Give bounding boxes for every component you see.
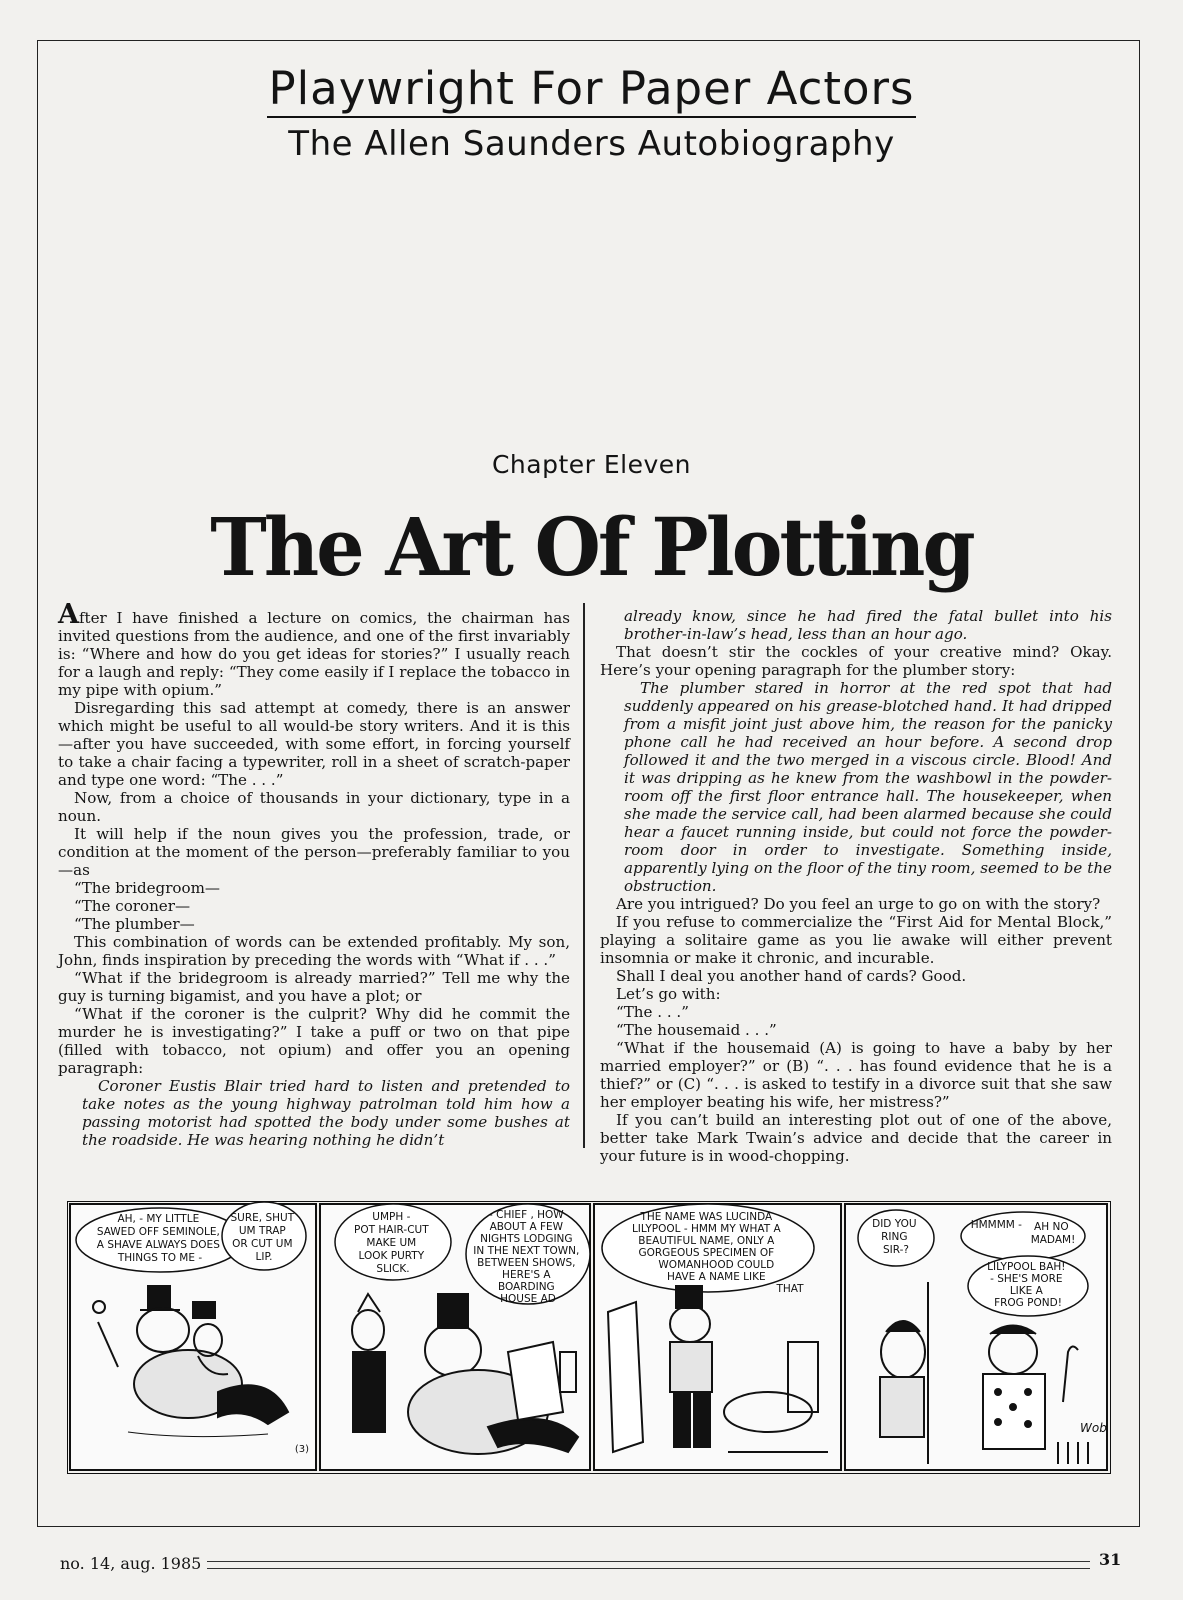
balloon-line: WOMANHOOD COULD xyxy=(658,1259,775,1271)
balloon-line: AH, - MY LITTLE xyxy=(117,1213,200,1225)
paragraph: “The plumber— xyxy=(74,915,195,933)
balloon-line: RING xyxy=(881,1231,908,1243)
footer-rule xyxy=(207,1561,1090,1569)
paragraph: “The coroner— xyxy=(74,897,191,915)
paragraph: “What if the bridegroom is already married?” Tell me why the guy is turning bigamist, and you have a plot; or xyxy=(58,969,570,1005)
balloon-line: MADAM! xyxy=(1030,1234,1076,1246)
balloon-line: LILYPOOL - HMM MY WHAT A xyxy=(631,1223,781,1235)
comic-strip xyxy=(67,1201,1111,1474)
text-column-left xyxy=(58,599,570,1149)
balloon-line: UM TRAP xyxy=(238,1225,286,1237)
strip-date: (3) xyxy=(294,1444,310,1455)
balloon-line: - SHE'S MORE xyxy=(990,1273,1063,1285)
balloon-line: MAKE UM xyxy=(366,1237,417,1249)
balloon-line: LIP. xyxy=(255,1251,273,1263)
balloon-line: POT HAIR-CUT xyxy=(354,1224,429,1236)
balloon-line: HMMMM - xyxy=(970,1219,1022,1231)
italic-excerpt: already know, since he had fired the fatal bullet into his brother-in-law’s head, less than an hour ago. xyxy=(624,607,1112,643)
paragraph xyxy=(58,599,570,699)
paragraph: Are you intrigued? Do you feel an urge to go on with the story? xyxy=(616,895,1101,913)
paragraph-text: fter I have finished a lecture on comics, the chairman has invited questions from the audience, and one of the first invariably is: “Where and how do you get ideas for stories?” I usually reach for a laugh and reply: “They come easily if I replace the tobacco in my pipe with opium.” xyxy=(58,609,570,699)
balloon-line: THAT xyxy=(776,1283,804,1295)
paragraph: This combination of words can be extended profitably. My son, John, finds inspiration by preceding the words with “What if . . .” xyxy=(58,933,570,969)
page-number: 31 xyxy=(1099,1550,1122,1569)
paragraph: Let’s go with: xyxy=(616,985,721,1003)
balloon-line: HERE'S A xyxy=(502,1269,551,1281)
paragraph: If you can’t build an interesting plot out of one of the above, better take Mark Twain’s advice and decide that the career in your future is in wood-chopping. xyxy=(600,1111,1112,1165)
series-title-text: Playwright For Paper Actors xyxy=(267,62,917,118)
headline: The Art Of Plotting xyxy=(210,500,973,594)
balloon-line: LIKE A xyxy=(1009,1285,1043,1297)
paragraph: “What if the housemaid (A) is going to have a baby by her married employer?” or (B) “. . . has found evidence that he is a thief?” or (C) “. . . is asked to testify in a divorce suit that she saw her employer beating his wife, her mistress?” xyxy=(600,1039,1112,1111)
balloon-line: BETWEEN SHOWS, xyxy=(477,1257,576,1269)
paragraph: Now, from a choice of thousands in your dictionary, type in a noun. xyxy=(58,789,570,825)
balloon-line: AH NO xyxy=(1034,1221,1069,1233)
balloon-line: SLICK. xyxy=(376,1263,410,1275)
balloon-line: UMPH - xyxy=(372,1211,411,1223)
paragraph: Shall I deal you another hand of cards? Good. xyxy=(616,967,967,985)
paragraph: “The housemaid . . .” xyxy=(616,1021,777,1039)
balloon-line: ABOUT A FEW xyxy=(489,1221,564,1233)
comic-strip-art xyxy=(68,1202,1109,1472)
balloon-line: THINGS TO ME - xyxy=(117,1252,203,1264)
balloon-line: IN THE NEXT TOWN, xyxy=(473,1245,580,1257)
paragraph: “What if the coroner is the culprit? Why did he commit the murder he is investigating?” I take a puff or two on that pipe (filled with tobacco, not opium) and offer you an opening paragraph: xyxy=(58,1005,570,1077)
balloon-line: LILYPOOL BAH! xyxy=(987,1261,1066,1273)
balloon-line: OR CUT UM xyxy=(232,1238,293,1250)
paragraph: “The bridegroom— xyxy=(74,879,220,897)
paragraph: That doesn’t stir the cockles of your creative mind? Okay. Here’s your opening paragraph for the plumber story: xyxy=(600,643,1112,679)
balloon-line: - CHIEF , HOW xyxy=(488,1209,564,1221)
series-title xyxy=(0,62,1183,115)
balloon-line: SAWED OFF SEMINOLE, xyxy=(96,1226,220,1238)
italic-excerpt: The plumber stared in horror at the red spot that had suddenly appeared on his grease-blotched hand. It had dripped from a misfit joint just above him, the reason for the panicky phone call he had received an hour before. A second drop followed it and the two merged in a viscous circle. Blood! And it was dripping as he knew from the washbowl in the powder-room off the first floor entrance hall. The housekeeper, when she made the service call, had been alarmed because she could hear a faucet running inside, but could not force the powder-room door in order to investigate. Something inside, apparently lying on the floor of the tiny room, seemed to be the obstruction. xyxy=(624,679,1112,895)
issue-info: no. 14, aug. 1985 xyxy=(60,1554,202,1573)
balloon-line: SURE, SHUT xyxy=(230,1212,295,1224)
balloon-line: BOARDING xyxy=(497,1281,555,1293)
balloon-line: LOOK PURTY xyxy=(358,1250,425,1262)
balloon-line: DID YOU xyxy=(872,1218,917,1230)
balloon-line: SIR-? xyxy=(883,1244,909,1256)
italic-excerpt: Coroner Eustis Blair tried hard to listen and pretended to take notes as the young highway patrolman told him how a passing motorist had spotted the body under some bushes at the roadside. He was hearing nothing he didn’t xyxy=(82,1077,570,1149)
paragraph: Disregarding this sad attempt at comedy, there is an answer which might be useful to all would-be story writers. And it is this—after you have succeeded, with some effort, in forcing yourself to take a chair facing a typewriter, roll in a sheet of scratch-paper and type one word: “The . . .” xyxy=(58,699,570,789)
paragraph: It will help if the noun gives you the profession, trade, or condition at the moment of the person—preferably familiar to you—as xyxy=(58,825,570,879)
balloon-line: HAVE A NAME LIKE xyxy=(667,1271,766,1283)
artist-signature: Wob xyxy=(1080,1421,1107,1435)
chapter-label: Chapter Eleven xyxy=(491,450,692,479)
balloon-line: THE NAME WAS LUCINDA xyxy=(640,1211,773,1223)
balloon-line: FROG POND! xyxy=(994,1297,1062,1309)
text-column-right xyxy=(600,607,1112,1165)
column-divider xyxy=(583,603,585,1148)
balloon-line: A SHAVE ALWAYS DOES xyxy=(96,1239,220,1251)
paragraph: “The . . .” xyxy=(616,1003,689,1021)
drop-cap: A xyxy=(58,599,79,630)
balloon-line: HOUSE AD xyxy=(500,1293,556,1305)
balloon-line: NIGHTS LODGING xyxy=(480,1233,573,1245)
balloon-line: GORGEOUS SPECIMEN OF xyxy=(638,1247,775,1259)
paragraph: If you refuse to commercialize the “First Aid for Mental Block,” playing a solitaire game as you lie awake will either prevent insomnia or make it chronic, and incurable. xyxy=(600,913,1112,967)
balloon-line: BEAUTIFUL NAME, ONLY A xyxy=(638,1235,775,1247)
article-subtitle: The Allen Saunders Autobiography xyxy=(288,124,895,164)
